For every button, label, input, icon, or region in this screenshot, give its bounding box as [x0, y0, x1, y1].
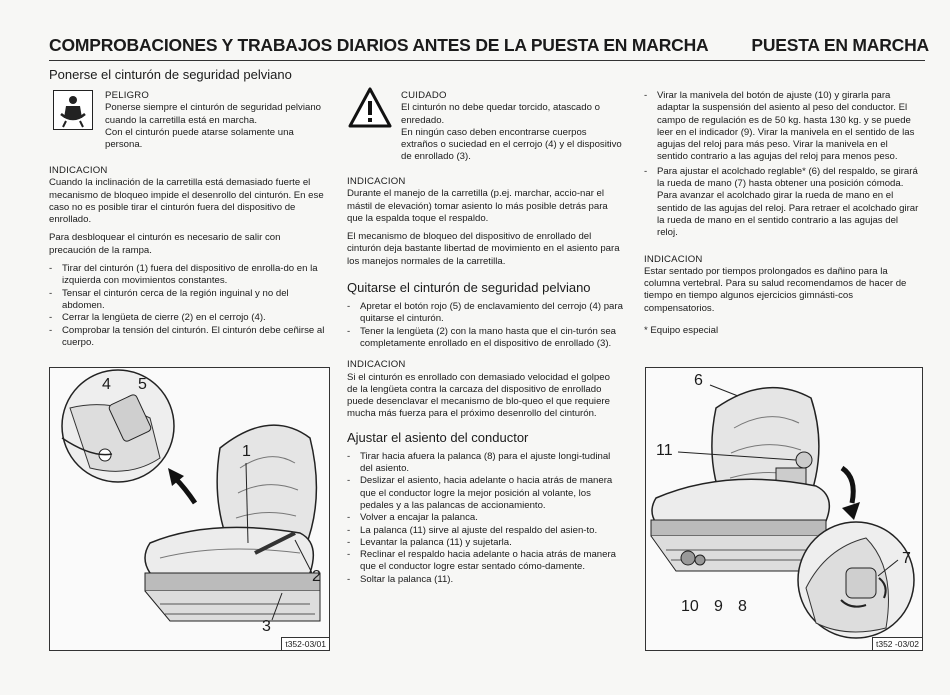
indicacion-text: Estar sentado por tiempos prolongados es dañino para la columna vertebral. Para su salud recomendamos de hacer de tiempo en tiempo algunos ejercicios gimnásti-cos compensatorios. [644, 265, 907, 314]
cuidado-text-1: El cinturón no debe quedar torcido, atascado o enredado. [401, 102, 600, 126]
list-item: - Cerrar la lengüeta de cierre (2) en el cerrojo (4). [49, 312, 327, 324]
list-item: - Tirar hacia afuera la palanca (8) para el ajuste longi-tudinal del asiento. [347, 451, 623, 476]
callout-8: 8 [738, 598, 747, 615]
col1-steps [49, 263, 327, 349]
list-item: - Tirar del cinturón (1) fuera del dispositivo de enrolla-do en la izquierda con movimientos constantes. [49, 263, 327, 288]
col1-body [49, 165, 327, 349]
col2-body [347, 176, 623, 586]
seat-belt-illustration [50, 368, 329, 650]
quitarse-title: Quitarse el cinturón de seguridad pelviano [347, 280, 591, 296]
callout-10: 10 [681, 598, 699, 615]
peligro-text-2: Con el cinturón puede atarse solamente una persona. [105, 126, 294, 151]
seat-figure-2 [645, 367, 923, 651]
caution-triangle-icon [347, 86, 393, 130]
indicacion-text: Si el cinturón es enrollado con demasiado velocidad el golpeo de la lengüeta contra la carcaza del dispositivo de enrollado puede desenclavar el mecanismo de blo-queo el que requiere mucha más fuerza para el próximo desenrollo del cinturón. [347, 371, 610, 420]
col3-steps [644, 90, 920, 240]
ajustar-title: Ajustar el asiento del conductor [347, 429, 529, 445]
list-item: - Para ajustar el acolchado reglable* (6) del respaldo, se girará la rueda de mano (7) hasta obtener una posición cómoda. Para avanzar el acolchado girar la rueda de mano en el sentido de las agujas del reloj. Para retraer el acolchado girar la rueda de mano en el sentido contrario a las agujas del reloj. [644, 166, 920, 240]
indicacion-label: INDICACION [644, 253, 703, 265]
list-item: - Apretar el botón rojo (5) de enclavamiento del cerrojo (4) para quitarse el cinturón. [347, 301, 623, 326]
indicacion-label: INDICACION [49, 165, 108, 176]
seat-figure-1 [49, 367, 330, 651]
callout-7: 7 [902, 550, 911, 567]
peligro-label: PELIGRO [105, 90, 150, 101]
cuidado-text-2: En ningún caso deben encontrarse cuerpos extraños o suciedad en el cerrojo (4) y el dispositivo de enrollado (3). [401, 126, 622, 163]
figure-code-1: t352-03/01 [281, 637, 329, 650]
page-header [49, 35, 929, 56]
peligro-text-1: Ponerse siempre el cinturón de seguridad pelviano cuando la carretilla está en marcha. [105, 102, 321, 126]
indicacion-text: Durante el manejo de la carretilla (p.ej. marchar, accio-nar el mástil de elevación) tomar asiento lo más posible detrás para que la espalda toque el respaldo. [347, 188, 608, 224]
list-item: - Levantar la palanca (11) y sujetarla. [347, 537, 623, 549]
list-item: - Tensar el cinturón cerca de la región inguinal y no del abdomen. [49, 288, 327, 313]
header-title-left: COMPROBACIONES Y TRABAJOS DIARIOS ANTES DE LA PUESTA EN MARCHA [49, 35, 709, 55]
list-item: - La palanca (11) sirve al ajuste del respaldo del asien-to. [347, 525, 623, 537]
figure-code-2: t352 -03/02 [872, 637, 922, 650]
list-item: - Volver a encajar la palanca. [347, 512, 623, 524]
indicacion-text: Cuando la inclinación de la carretilla está demasiado fuerte el mecanismo de bloqueo impide el desenrollo del cinturón. En ese caso no es posible tirar el cinturón fuera del dispositivo de enrollado. [49, 177, 324, 226]
para-text: Para desbloquear el cinturón es necesario de salir con precaución de la rampa. [49, 232, 281, 256]
cuidado-block [401, 90, 623, 164]
seatbelt-warning-icon [53, 90, 93, 130]
header-rule [49, 60, 925, 61]
quitarse-steps [347, 301, 623, 350]
callout-11: 11 [656, 442, 673, 459]
section-title: Ponerse el cinturón de seguridad pelviano [49, 67, 292, 82]
callout-4: 4 [102, 376, 111, 393]
footnote: * Equipo especial [644, 325, 719, 337]
callout-2: 2 [312, 568, 321, 585]
indicacion-label: INDICACION [347, 176, 406, 187]
callout-5: 5 [138, 376, 147, 393]
callout-9: 9 [714, 598, 723, 615]
list-item: - Tener la lengüeta (2) con la mano hasta que el cin-turón sea completamente enrollado en el dispositivo de enrollado (3). [347, 326, 623, 351]
list-item: - Deslizar el asiento, hacia adelante o hacia atrás de manera que el conductor logre la mejor posición al volante, los pedales y a las palancas de accionamiento. [347, 475, 623, 512]
ajustar-steps [347, 451, 623, 586]
list-item: - Soltar la palanca (11). [347, 574, 623, 586]
cuidado-label: CUIDADO [401, 90, 447, 101]
indicacion-label: INDICACION [347, 359, 406, 371]
list-item: - Reclinar el respaldo hacia adelante o hacia atrás de manera que el conductor logre estar sentado cómo-damente. [347, 549, 623, 574]
callout-6: 6 [694, 372, 703, 389]
section-title-cinturon [49, 67, 329, 83]
list-item: - Comprobar la tensión del cinturón. El cinturón debe ceñirse al cuerpo. [49, 325, 327, 350]
mecanismo-text: El mecanismo de bloqueo del dispositivo de enrollado del cinturón deja bastante libertad de movimiento en el asiento para los manejos normales de la carretilla. [347, 231, 620, 267]
list-item: - Virar la manivela del botón de ajuste (10) y girarla para adaptar la suspensión del asiento al peso del conductor. El campo de regulación es de 50 kg. hasta 130 kg. y se puede leer en el indicador (9). Virar la manivela en el sentido de las agujas del reloj para más peso. Virar la manivela en el sentido contrario a las agujas del reloj para menos peso. [644, 90, 920, 164]
col3-body [644, 90, 920, 343]
callout-3: 3 [262, 618, 271, 635]
peligro-block [105, 90, 327, 151]
header-title-right: PUESTA EN MARCHA [751, 35, 929, 55]
callout-1: 1 [242, 443, 251, 460]
